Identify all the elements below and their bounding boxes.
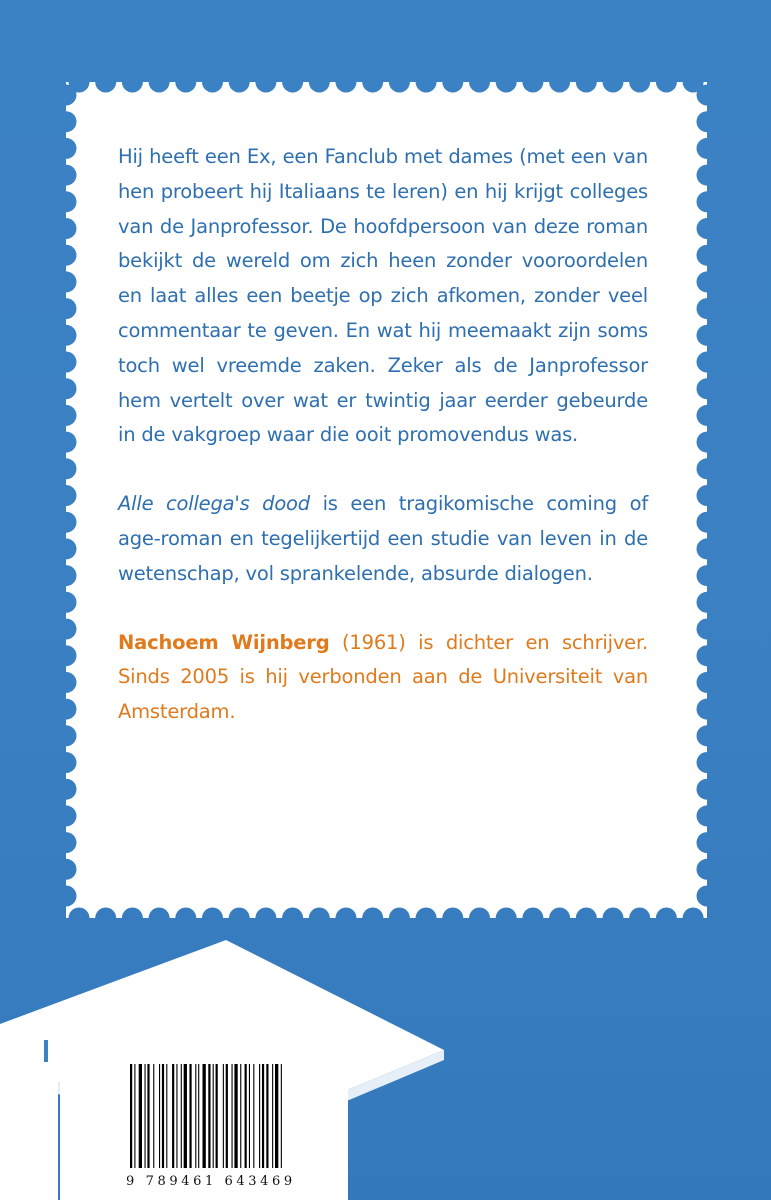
- barcode: [118, 1054, 348, 1200]
- barcode-bars: [128, 1064, 340, 1168]
- blurb-paragraph-2-text: is een tragikomische coming of age-roman en tegelijkertijd een studie van leven in de wetenschap, vol sprankelende, absurde dialogen.: [118, 492, 648, 585]
- graduation-cap-icon: [0, 930, 771, 1200]
- book-title: Alle collega's dood: [118, 492, 310, 516]
- author-name: Nachoem Wijnberg: [118, 630, 330, 654]
- blurb-paragraph-1: Hij heeft een Ex, een Fanclub met dames (met een van hen probeert hij Italiaans te leren) en hij krijgt colleges van de Janprofessor. De hoofdpersoon van deze roman bekijkt de wereld om zich heen zonder vooroordelen en laat alles een beetje op zich afkomen, zonder veel commentaar te geven. En wat hij meemaakt zijn soms toch wel vreemde zaken. Zeker als de Janprofessor hem vertelt over wat er twintig jaar eerder gebeurde in de vakgroep waar die ooit promovendus was.: [118, 145, 648, 447]
- blurb-paragraph-2: [118, 487, 648, 591]
- blurb-text: [118, 140, 648, 764]
- barcode-isbn: 9 789461 643469: [126, 1174, 296, 1189]
- author-bio-text: (1961) is dichter en schrijver. Sinds 2005 is hij verbonden aan de Universiteit van Amsterdam.: [118, 630, 648, 724]
- author-bio: [118, 626, 648, 730]
